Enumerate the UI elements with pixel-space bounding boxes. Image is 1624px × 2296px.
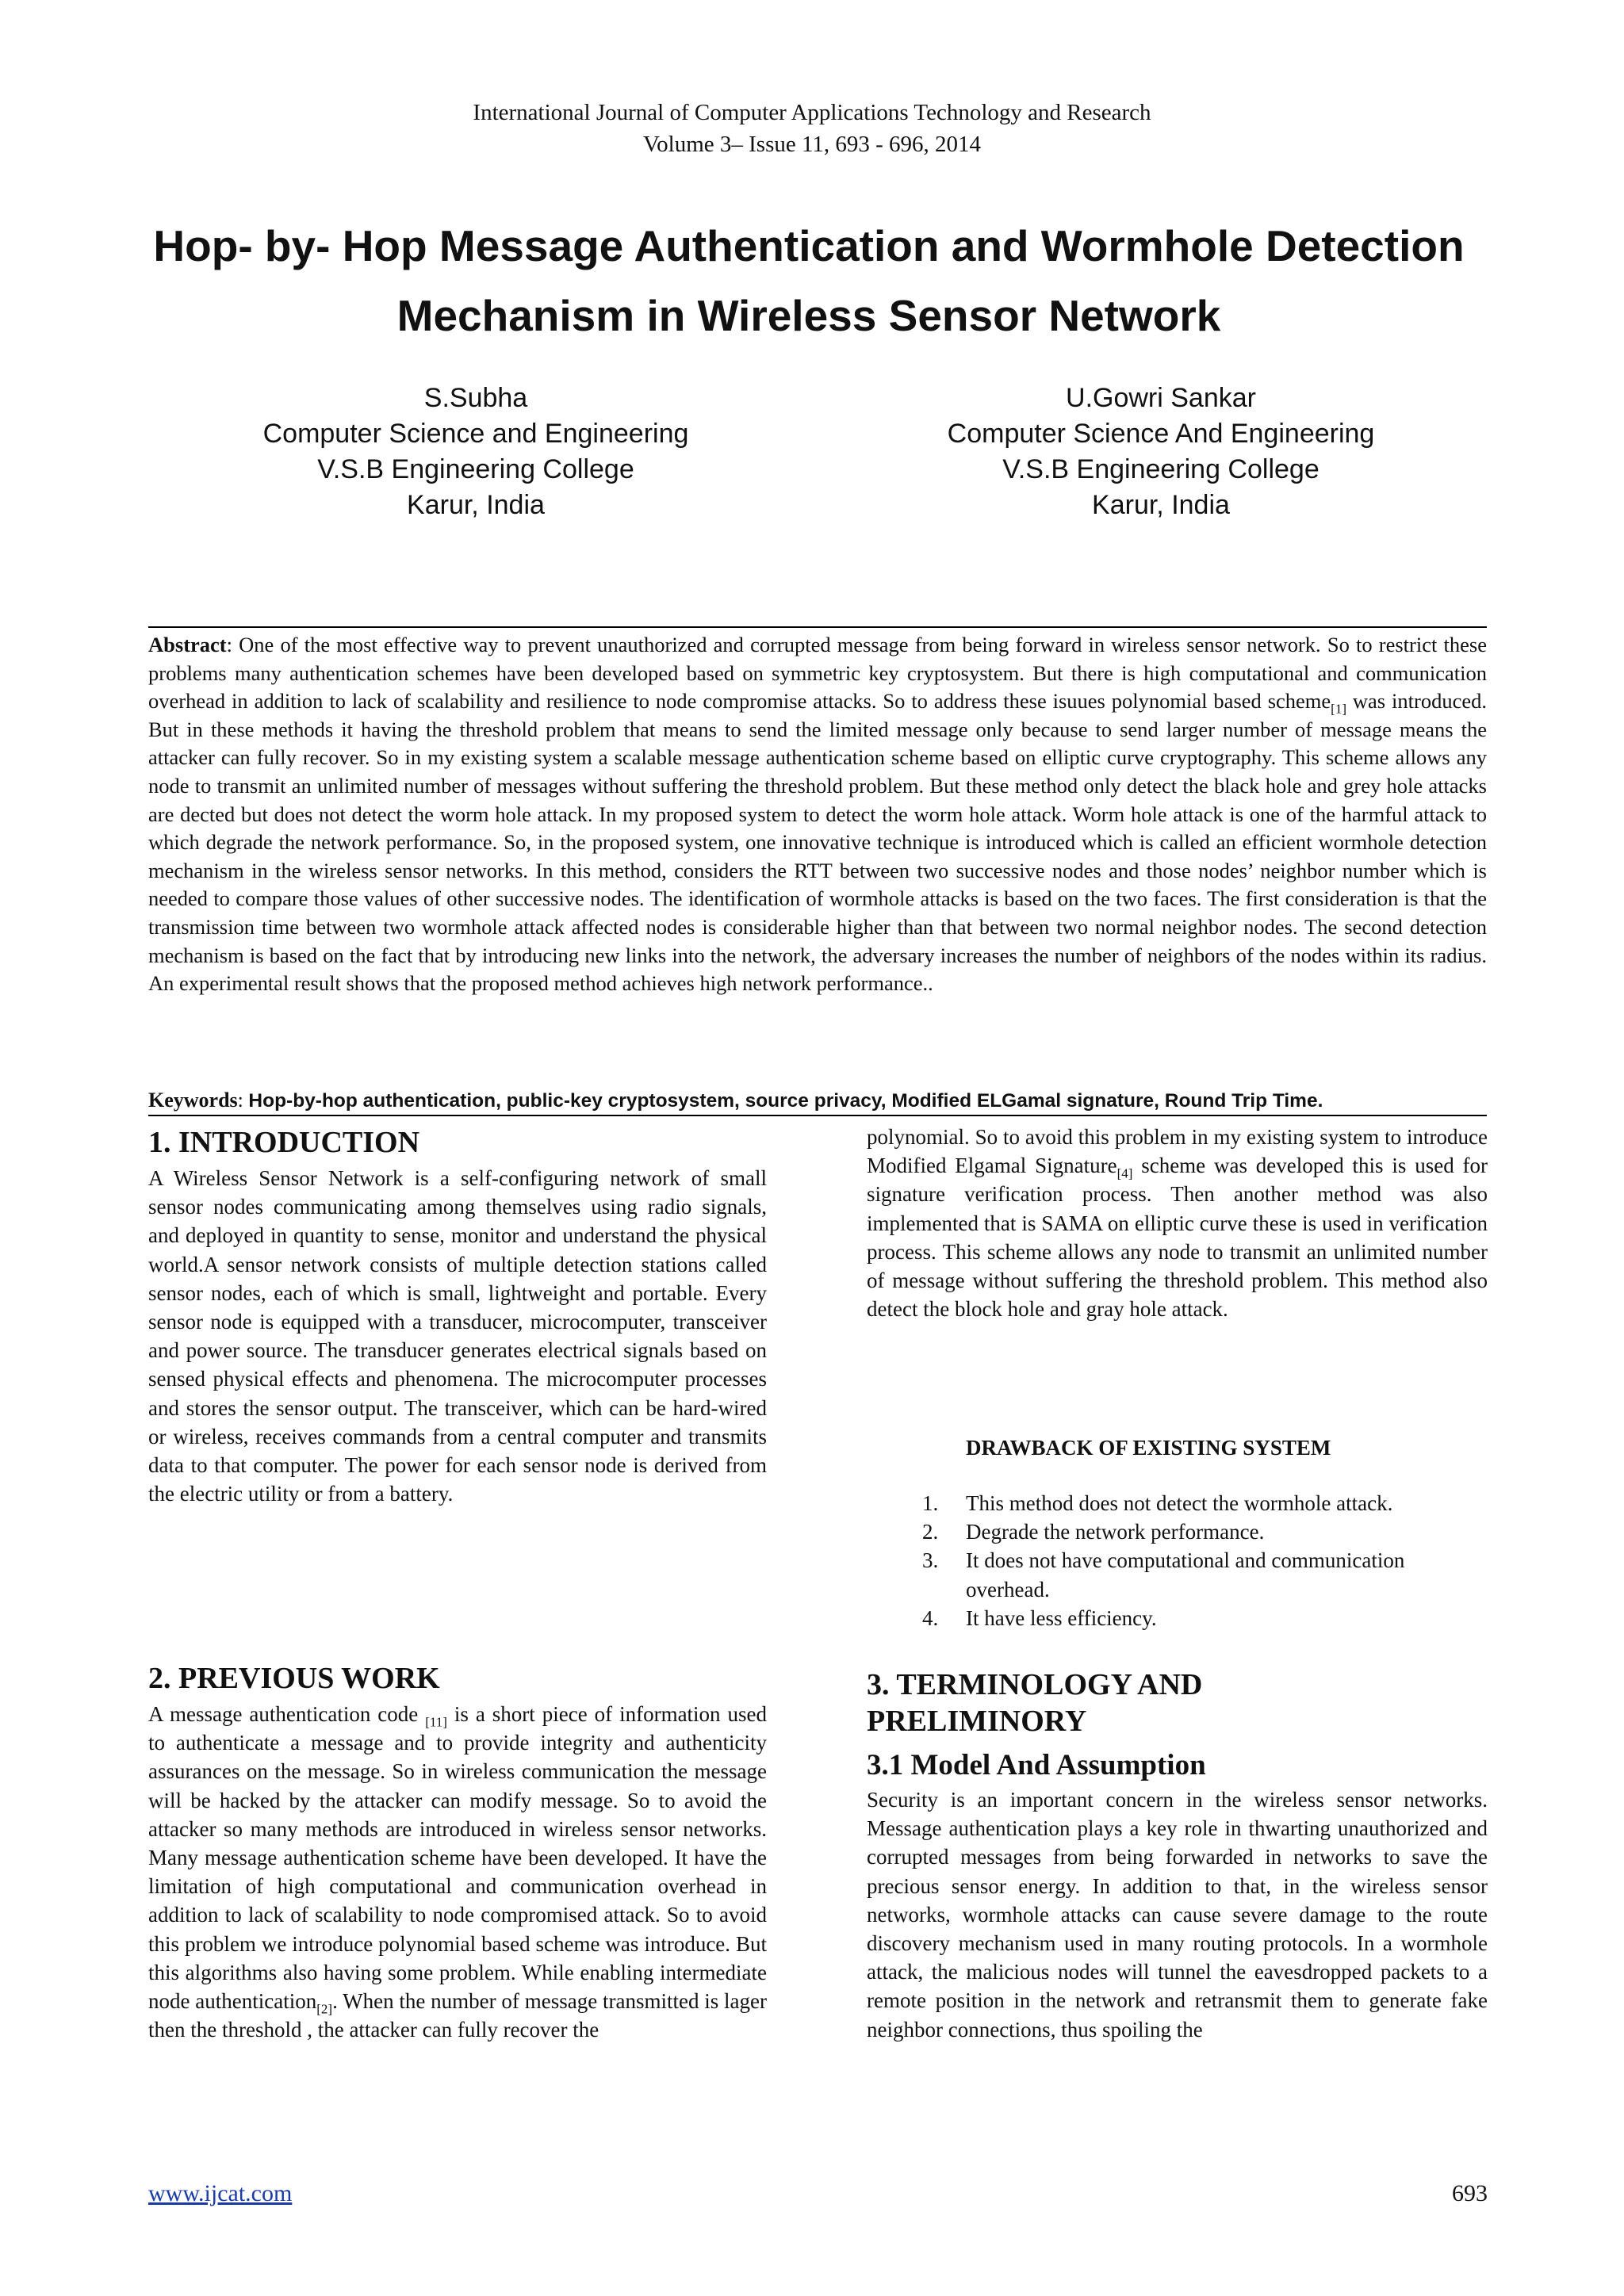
- section-1-heading: 1. INTRODUCTION: [148, 1126, 420, 1159]
- drawback-item: [922, 1546, 1489, 1603]
- keywords: [148, 1086, 1512, 1115]
- journal-volume: Volume 3– Issue 11, 693 - 696, 2014: [642, 132, 982, 157]
- author-college: V.S.B Engineering College: [1002, 454, 1320, 484]
- drawback-item: [922, 1517, 1489, 1546]
- drawback-list: [922, 1489, 1489, 1632]
- author-name: U.Gowri Sankar: [1066, 383, 1256, 413]
- drawback-text: Degrade the network performance.: [966, 1520, 1265, 1544]
- continuation-text-2: scheme was developed this is used for signature verification process. Then another method was also implemented that is SAMA on elliptic curve these is used in verification process. This scheme allows any node to transmit an unlimited number of message without suffering the threshold problem. This method also detect the block hole and gray hole attack.: [867, 1154, 1488, 1322]
- footer-link[interactable]: [148, 2180, 292, 2207]
- section-1-body: A Wireless Sensor Network is a self-configuring network of small sensor nodes communicating among themselves using radio signals, and deployed in quantity to sense, monitor and understand the physical world.A sensor network consists of multiple detection stations called sensor nodes, each of which is small, lightweight and portable. Every sensor node is equipped with a transducer, microcomputer, transceiver and power source. The transducer generates electrical signals based on sensed physical effects and phenomena. The microcomputer processes and stores the sensor output. The transceiver, which can be hard-wired or wireless, receives commands from a central computer and transmits data to that computer. The power for each sensor node is derived from the electric utility or from a battery.: [148, 1166, 767, 1506]
- section-3-heading: [867, 1667, 1488, 1739]
- abstract-text-1: : One of the most effective way to prevent unauthorized and corrupted message from being forward in wireless sensor network. So to restrict these problems many authentication schemes have been developed based on symmetric key cryptosystem. But there is high computational and communication overhead in addition to lack of scalability and resilience to node compromise attacks. So to address these isuues polynomial based scheme: [148, 633, 1487, 714]
- author-block-2: [844, 381, 1478, 523]
- drawback-item: [922, 1489, 1489, 1517]
- abstract: [148, 631, 1487, 998]
- author-college: V.S.B Engineering College: [317, 454, 634, 484]
- drawback-num: 1.: [922, 1491, 939, 1515]
- journal-name: International Journal of Computer Applications Technology and Research: [473, 100, 1151, 125]
- section-2-text-3: . When the number of message transmitted is lager then the threshold , the attacker can fully recover the: [148, 1989, 768, 2042]
- section-3-heading-line-2: PRELIMINORY: [867, 1705, 1087, 1738]
- drawback-num: 2.: [922, 1520, 939, 1544]
- drawback-text: It have less efficiency.: [966, 1605, 1157, 1630]
- author-block-1: [159, 381, 793, 523]
- section-2-text-1: A message authentication code: [148, 1702, 426, 1726]
- drawback-text: It does not have computational and communication overhead.: [966, 1548, 1405, 1601]
- drawback-heading: DRAWBACK OF EXISTING SYSTEM: [966, 1436, 1331, 1460]
- section-3-heading-line-1: 3. TERMINOLOGY AND: [867, 1668, 1203, 1701]
- right-column-continuation: [867, 1123, 1488, 1323]
- paper-title-line-2: Mechanism in Wireless Sensor Network: [396, 291, 1221, 340]
- author-location: Karur, India: [1092, 490, 1230, 520]
- keywords-label: Keywords: [148, 1089, 238, 1112]
- keywords-colon: :: [237, 1089, 249, 1112]
- section-2-body: [148, 1700, 767, 2044]
- section-3-1-body: Security is an important concern in the wireless sensor networks. Message authentication plays a key role in thwarting unauthorized and corrupted messages from being forwarded in networks to save the precious sensor energy. In addition to that, in the wireless sensor networks, wormhole attacks can cause severe damage to the route discovery mechanism used in many routing protocols. In a wormhole attack, the malicious nodes will tunnel the eavesdropped packets to a remote position in the network and retransmit them to generate fake neighbor connections, thus spoiling the: [867, 1788, 1488, 2042]
- section-2-ref-1: [11]: [425, 1714, 447, 1730]
- continuation-ref-4: [4]: [1116, 1165, 1133, 1181]
- section-3-1-heading: 3.1 Model And Assumption: [867, 1749, 1206, 1781]
- continuation-text-1: polynomial. So to avoid this problem in my existing system to introduce Modified Elgamal Signature: [867, 1125, 1488, 1178]
- author-name: S.Subha: [423, 383, 528, 413]
- keywords-text: Hop-by-hop authentication, public-key cryptosystem, source privacy, Modified ELGamal signature, Round Trip Time.: [248, 1090, 1323, 1112]
- drawback-item: [922, 1604, 1489, 1632]
- section-2-ref-2: [2]: [316, 2001, 333, 2017]
- abstract-label: Abstract: [148, 633, 227, 656]
- author-dept: Computer Science and Engineering: [262, 419, 689, 449]
- footer-link-text[interactable]: www.ijcat.com: [148, 2180, 293, 2206]
- section-2-text-2: is a short piece of information used to authenticate a message and to provide integrity and authenticity assurances on the message. So in wireless communication the message will be hacked by the attacker can modify message. So to avoid the attacker so many methods are introduced in wireless sensor networks. Many message authentication scheme have been developed. It have the limitation of high computational and communication overhead in addition to lack of scalability to node compromised attack. So to avoid this problem we introduce polynomial based scheme was introduce. But this algorithms also having some problem. While enabling intermediate node authentication: [148, 1702, 768, 2014]
- drawback-num: 4.: [922, 1605, 939, 1630]
- paper-title-line-1: Hop- by- Hop Message Authentication and Wormhole Detection: [153, 221, 1465, 270]
- keywords-bottom-rule: [148, 1115, 1487, 1116]
- abstract-text-2: was introduced. But in these methods it having the threshold problem that means to send the limited message only because to send larger number of message means the attacker can fully recover. So in my existing system a scalable message authentication scheme based on elliptic curve cryptography. This scheme allows any node to transmit an unlimited number of messages without suffering the threshold problem. But these method only detect the black hole and grey hole attacks are dected but does not detect the worm hole attack. In my proposed system to detect the worm hole attack. Worm hole attack is one of the harmful attack to which degrade the network performance. So, in the proposed system, one innovative technique is introduced which is called an efficient wormhole detection mechanism in the wireless sensor networks. In this method, considers the RTT between two successive nodes and those nodes’ neighbor number which is needed to compare those values of other successive nodes. The identification of wormhole attacks is based on the two faces. The first consideration is that the transmission time between two wormhole attack affected nodes is considerable higher than that between two normal neighbor nodes. The second detection mechanism is based on the fact that by introducing new links into the network, the adversary increases the number of neighbors of the nodes within its radius. An experimental result shows that the proposed method achieves high network performance..: [148, 689, 1487, 996]
- abstract-top-rule: [148, 626, 1487, 628]
- section-2-heading: 2. PREVIOUS WORK: [148, 1662, 440, 1695]
- drawback-num: 3.: [922, 1548, 939, 1573]
- author-dept: Computer Science And Engineering: [947, 419, 1375, 449]
- author-location: Karur, India: [407, 490, 545, 520]
- drawback-text: This method does not detect the wormhole attack.: [966, 1491, 1393, 1515]
- page-number: 693: [1452, 2180, 1488, 2206]
- abstract-ref-1: [1]: [1331, 701, 1346, 717]
